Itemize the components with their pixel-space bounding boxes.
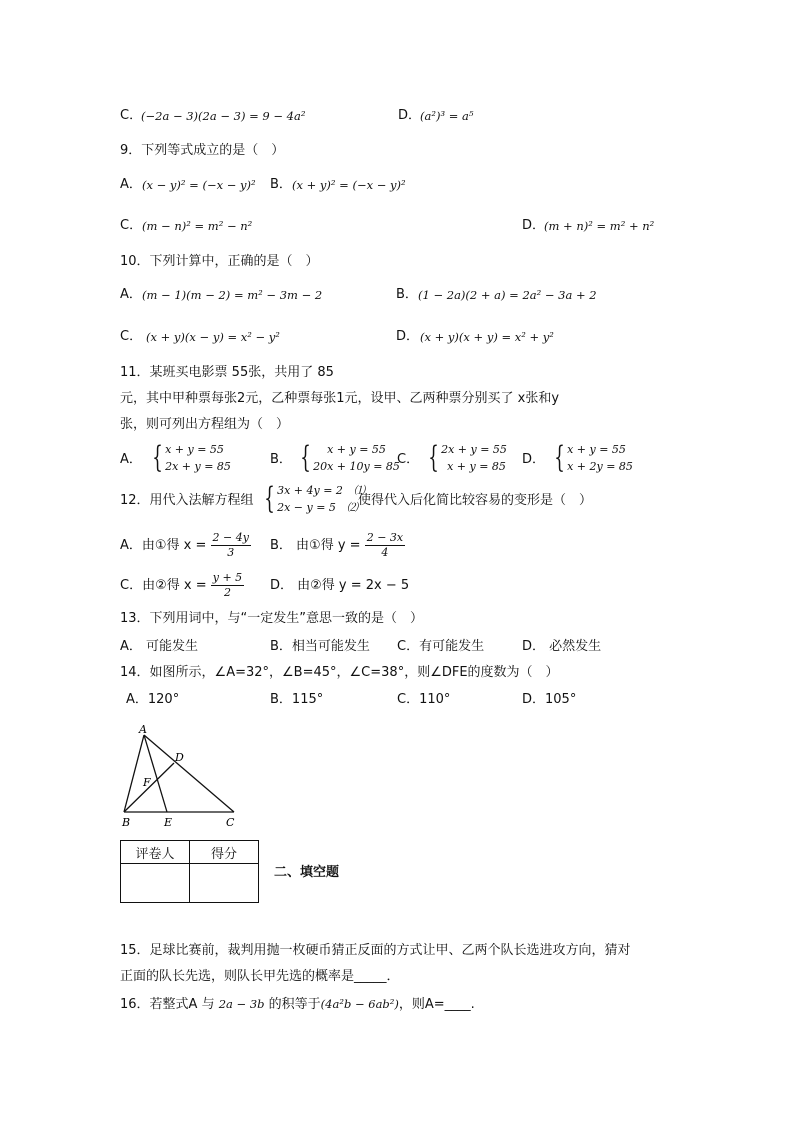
side-ac (144, 735, 234, 812)
q13-option-a: A． 可能发生 (120, 639, 199, 654)
q11-stem-line2: 元，其中甲种票每张2元，乙种票每张1元，设甲、乙两种票分别买了 x张和y (120, 391, 560, 406)
triangle-figure (110, 720, 250, 832)
q10-option-b-label: B． (396, 287, 418, 302)
q9-option-d-expr: (m + n)² = m² + n² (544, 219, 655, 233)
q15-line2: 正面的队长先选，则队长甲先选的概率是_____． (120, 969, 400, 984)
q10-option-d-expr: (x + y)(x + y) = x² + y² (420, 330, 554, 344)
system-row: x + y = 55 (327, 443, 386, 456)
vertex-label-a: A (139, 723, 147, 736)
q16-post: ，则A=____. (398, 997, 475, 1012)
system-row: 2x − y = 5 ⑵ (277, 501, 358, 514)
system-row: 20x + 10y = 85 (313, 460, 400, 473)
vertex-label-c: C (226, 816, 235, 829)
q10-option-c-label: C． (120, 329, 143, 344)
q8-option-d-label: D． (398, 108, 422, 123)
q13-option-b: B．相当可能发生 (270, 639, 370, 654)
side-ab (124, 735, 144, 812)
q9-option-d-label: D． (522, 218, 546, 233)
fraction (211, 531, 251, 560)
q10-option-c-expr: (x + y)(x − y) = x² − y² (146, 330, 280, 344)
q16-mid: 的积等于 (264, 997, 321, 1012)
denominator: 4 (381, 546, 389, 559)
denominator: 2 (223, 586, 231, 599)
q14-option-a: A．120° (126, 692, 180, 707)
system-row: 2x + y = 55 (441, 443, 507, 456)
q8-option-c-label: C． (120, 108, 143, 123)
q13-option-d: D． 必然发生 (522, 639, 602, 654)
q11-option-d-system (550, 441, 633, 475)
numerator: 2 − 4y (212, 531, 249, 544)
grader-cell[interactable] (121, 864, 190, 903)
system-row: x + y = 55 (165, 443, 224, 456)
q10-option-d-label: D． (396, 329, 420, 344)
grader-header: 评卷人 (121, 841, 190, 864)
q10-option-a-label: A． (120, 287, 142, 302)
q11-option-c-system (424, 441, 507, 475)
vertex-label-b: B (122, 816, 131, 829)
q9-stem: 9．下列等式成立的是（ ） (120, 143, 285, 158)
q12-option-b (270, 530, 405, 562)
fraction (211, 571, 244, 600)
brace-icon: { (554, 440, 565, 475)
q10-option-a-expr: (m − 1)(m − 2) = m² − 3m − 2 (142, 288, 323, 302)
q9-option-a-expr: (x − y)² = (−x − y)² (142, 178, 256, 192)
q9-option-c-label: C． (120, 218, 143, 233)
brace-icon: { (300, 440, 311, 475)
denominator: 3 (227, 546, 235, 559)
q11-option-c-label: C． (397, 452, 420, 467)
point-label-d: D (175, 751, 184, 764)
q11-option-d-label: D． (522, 452, 546, 467)
q16-pre: 16．若整式A 与 (120, 997, 215, 1012)
q16-line (120, 995, 475, 1014)
point-label-f: F (143, 776, 151, 789)
q12-option-c-text: C．由②得 x = (120, 578, 207, 593)
q11-option-b-system (296, 441, 400, 475)
brace-icon: { (428, 440, 439, 475)
fraction (365, 531, 405, 560)
q11-option-a-label: A． (120, 452, 142, 467)
q16-expr2: (4a²b − 6ab²) (320, 997, 399, 1011)
q12-option-a (120, 530, 251, 562)
q14-option-d: D．105° (522, 692, 577, 707)
q9-option-a-label: A． (120, 177, 142, 192)
brace-icon: { (152, 440, 163, 475)
score-cell[interactable] (190, 864, 259, 903)
q12-option-a-text: A．由①得 x = (120, 538, 207, 553)
q14-option-c: C．110° (397, 692, 451, 707)
q9-option-c-expr: (m − n)² = m² − n² (142, 219, 253, 233)
q10-stem: 10．下列计算中，正确的是（ ） (120, 254, 319, 269)
system-row: x + 2y = 85 (567, 460, 633, 473)
system-row: x + y = 55 (567, 443, 626, 456)
q14-option-b: B．115° (270, 692, 324, 707)
q10-option-b-expr: (1 − 2a)(2 + a) = 2a² − 3a + 2 (418, 288, 597, 302)
q11-stem-line1: 11．某班买电影票 55张，共用了 85 (120, 365, 334, 380)
q15-line1: 15．足球比赛前，裁判用抛一枚硬币猜正反面的方式让甲、乙两个队长选进攻方向，猜对 (120, 943, 631, 958)
brace-icon: { (264, 481, 275, 516)
system-row: x + y = 85 (447, 460, 506, 473)
q16-expr1: 2a − 3b (218, 997, 265, 1011)
section-title: 二、填空题 (274, 865, 340, 880)
system-row: 2x + y = 85 (165, 460, 231, 473)
q9-option-b-label: B． (270, 177, 292, 192)
score-header: 得分 (190, 841, 259, 864)
q11-option-a-system (148, 441, 231, 475)
q8-option-c-expr: (−2a − 3)(2a − 3) = 9 − 4a² (141, 109, 306, 123)
q12-system (260, 482, 365, 516)
q11-option-b-label: B． (270, 452, 292, 467)
q13-option-c: C．有可能发生 (397, 639, 485, 654)
q12-option-b-text: B． 由①得 y = (270, 538, 361, 553)
q9-option-b-expr: (x + y)² = (−x − y)² (292, 178, 406, 192)
score-table (120, 840, 259, 903)
point-label-e: E (164, 816, 173, 829)
q12-stem-post: 使得代入后化简比较容易的变形是（ ） (358, 493, 593, 508)
system-row: 3x + 4y = 2 ⑴ (277, 484, 365, 497)
q12-stem-pre: 12．用代入法解方程组 (120, 493, 254, 508)
q11-stem-line3: 张，则可列出方程组为（ ） (120, 417, 290, 432)
numerator: 2 − 3x (366, 531, 404, 544)
q13-stem: 13．下列用词中，与“一定发生”意思一致的是（ ） (120, 611, 424, 626)
q12-option-d: D． 由②得 y = 2x − 5 (270, 578, 410, 593)
numerator: y + 5 (212, 571, 243, 584)
q12-option-c (120, 570, 244, 602)
q8-option-d-expr: (a²)³ = a⁵ (420, 109, 474, 123)
q14-stem: 14．如图所示，∠A=32°，∠B=45°，∠C=38°，则∠DFE的度数为（ ） (120, 665, 559, 680)
